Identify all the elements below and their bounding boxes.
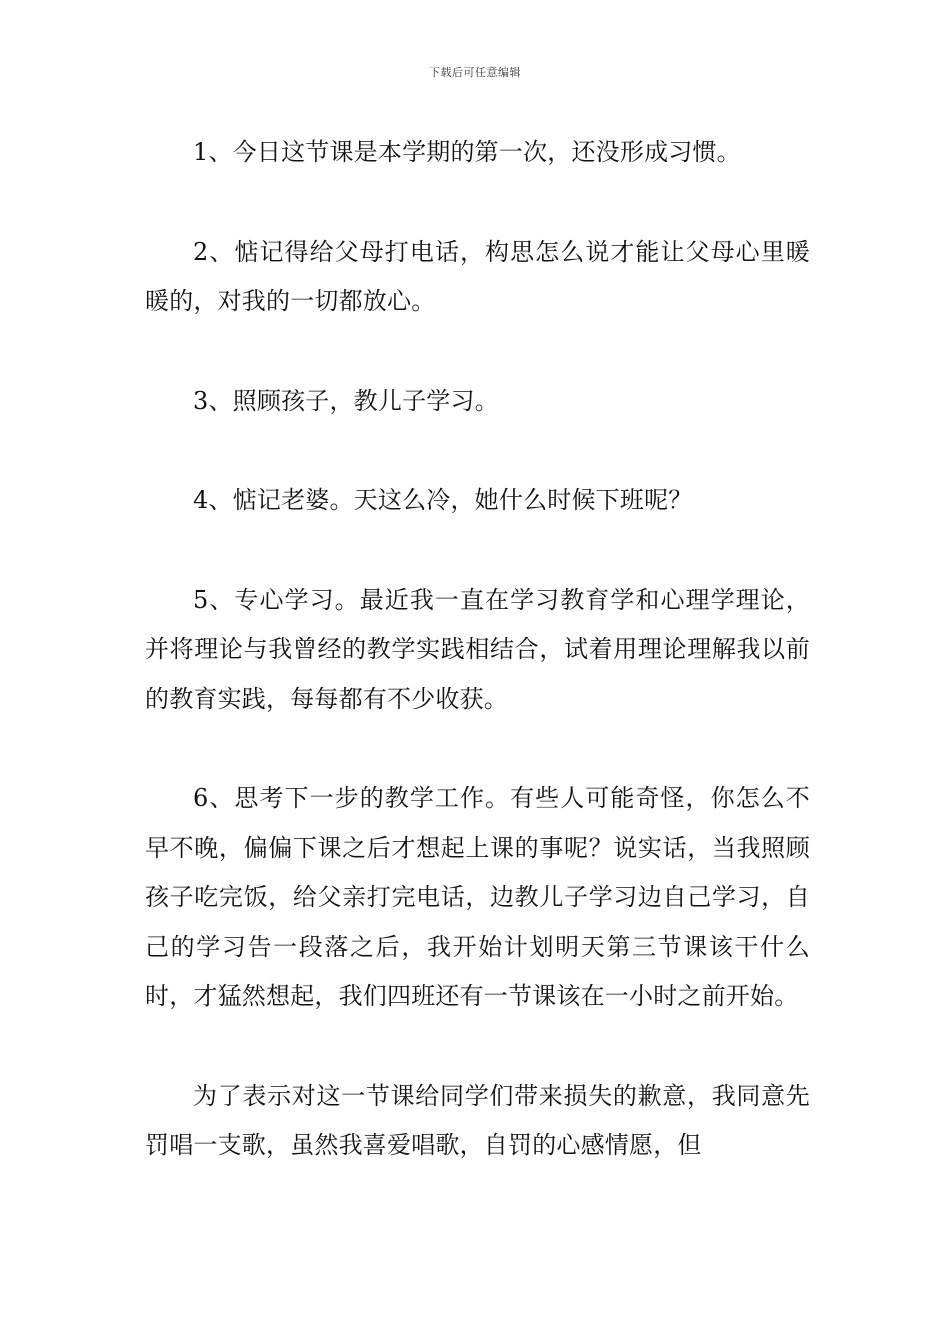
header-note: 下载后可任意编辑 — [429, 66, 521, 79]
document-body — [145, 128, 810, 1171]
paragraph-7: 为了表示对这一节课给同学们带来损失的歉意，我同意先罚唱一支歌，虽然我喜爱唱歌，自罚的心感情愿，但 — [145, 1081, 810, 1159]
paragraph-4: 4、惦记老婆。天这么冷，她什么时候下班呢？ — [193, 486, 693, 514]
paragraph-5: 5、专心学习。最近我一直在学习教育学和心理学理论，并将理论与我曾经的教学实践相结合，试着用理论理解我以前的教育实践，每每都有不少收获。 — [145, 585, 810, 713]
paragraph-3: 3、照顾孩子，教儿子学习。 — [193, 386, 499, 415]
paragraph-1: 1、今日这节课是本学期的第一次，还没形成习惯。 — [193, 138, 741, 166]
paragraph-6: 6、思考下一步的教学工作。有些人可能奇怪，你怎么不早不晚，偏偏下课之后才想起上课的事呢？说实话，当我照顾孩子吃完饭，给父亲打完电话，边教儿子学习边自己学习，自己的学习告一段落之后，我开始计划明天第三节课该干什么时，才猛然想起，我们四班还有一节课该在一小时之前开始。 — [145, 784, 810, 1010]
paragraph-2: 2、惦记得给父母打电话，构思怎么说才能让父母心里暖暖的，对我的一切都放心。 — [145, 237, 810, 315]
